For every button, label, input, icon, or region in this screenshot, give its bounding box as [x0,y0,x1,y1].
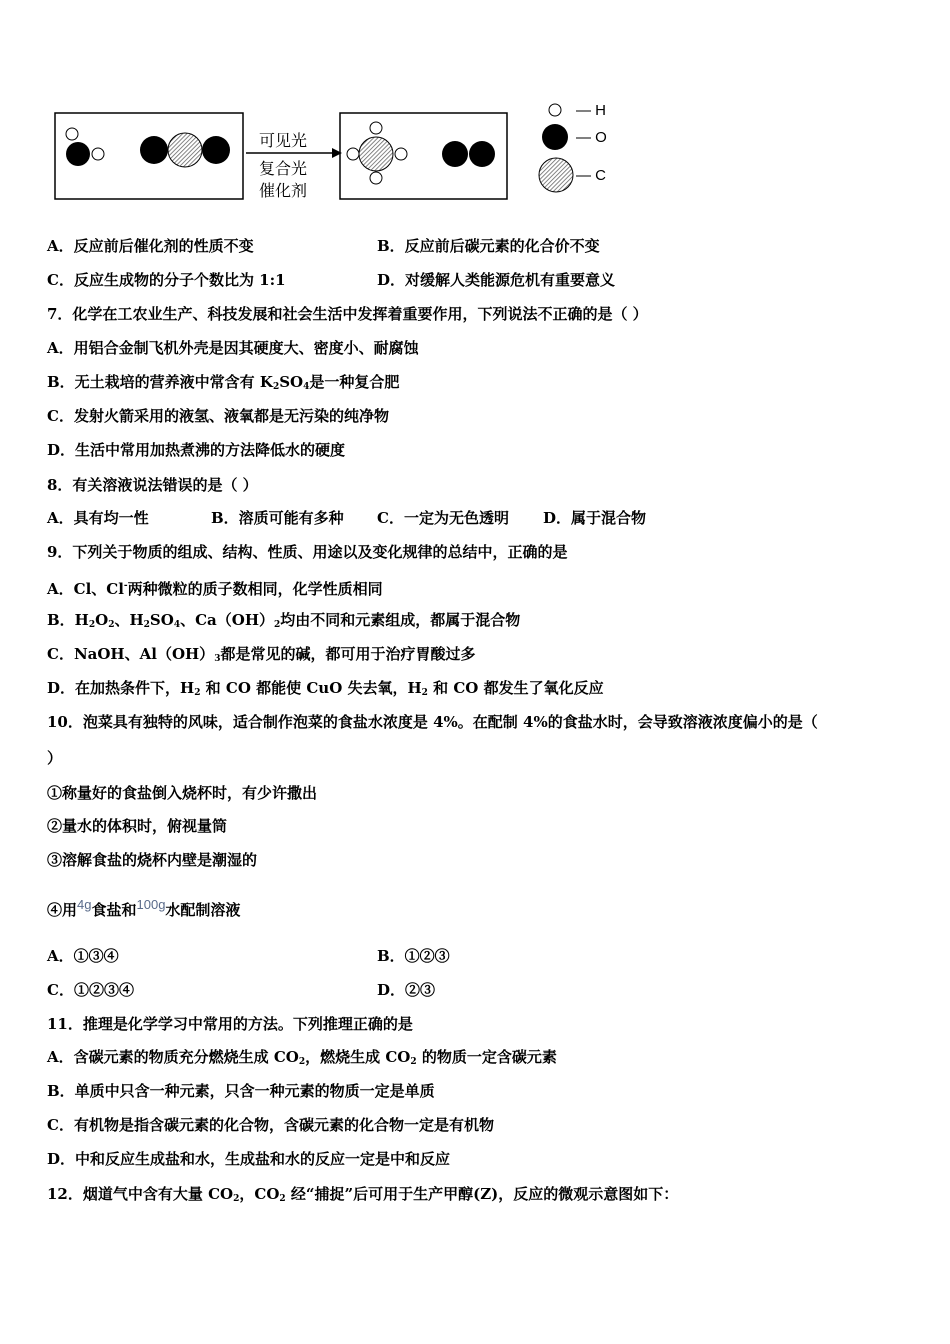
q10-option-d: D．②③ [377,981,436,999]
q6-option-c: C．反应生成物的分子个数比为 1:1 [47,271,286,289]
q7-option-a: A．用铝合金制飞机外壳是因其硬度大、密度小、耐腐蚀 [47,339,419,357]
q8-option-d: D．属于混合物 [543,509,647,527]
q10-item-4: ④用4g食盐和100g水配制溶液 [47,897,241,919]
q10-item-2: ②量水的体积时，俯视量筒 [47,817,228,835]
q11-stem: 11．推理是化学学习中常用的方法。下列推理正确的是 [47,1015,413,1033]
q7-option-c: C．发射火箭采用的液氢、液氧都是无污染的纯净物 [47,407,389,425]
q10-item-1: ①称量好的食盐倒入烧杯时，有少许撒出 [47,784,318,802]
arrow-label-visible-light: 可见光 [259,131,308,150]
q11-option-c: C．有机物是指含碳元素的化合物，含碳元素的化合物一定是有机物 [47,1116,494,1134]
q6-option-a: A．反应前后催化剂的性质不变 [47,237,254,255]
q10-option-c: C．①②③④ [47,981,134,999]
legend-hydrogen-atom-icon [549,104,561,116]
legend-label-c: — C [576,167,606,184]
q11-option-a: A．含碳元素的物质充分燃烧生成 $CO_2$，燃烧生成 $CO_2$ 的物质一定含碳元素 [47,1048,557,1067]
oxygen-molecule [442,141,495,167]
q10-item-3: ③溶解食盐的烧杯内壁是潮湿的 [47,851,258,869]
co2-molecule [140,133,230,167]
arrow-label-catalyst: 催化剂 [259,181,308,200]
legend-label-h: — H [576,102,606,119]
arrow-label-composite-light: 复合光 [259,159,308,178]
q8-stem: 8．有关溶液说法错误的是（ ） [47,476,258,494]
q9-option-b: B．$H_2O_2$、$H_2SO_4$、$Ca(OH)_2$均由不同和元素组成，都属于混合物 [47,611,521,630]
q9-option-d: D．在加热条件下，$H_2$ 和 CO 都能使 CuO 失去氧，$H_2$ 和 CO 都发生了氧化反应 [47,679,604,698]
legend-carbon-atom-icon [539,158,573,192]
q9-option-c: C．NaOH、$Al(OH)_3$都是常见的碱，都可用于治疗胃酸过多 [47,645,476,664]
water-molecule [66,128,104,166]
q8-option-b: B．溶质可能有多种 [211,509,344,527]
q9-option-a: A．Cl、Cl-两种微粒的质子数相同，化学性质相同 [47,580,383,598]
q7-stem: 7．化学在工农业生产、科技发展和社会生活中发挥着重要作用，下列说法不正确的是（ ） [47,305,648,323]
q10-stem: 10．泡菜具有独特的风味，适合制作泡菜的食盐水浓度是 4%。在配制 4%的食盐水时，会导致溶液浓度偏小的是（ [47,713,818,731]
q10-option-a: A．①③④ [47,947,119,965]
q7-option-d: D．生活中常用加热煮沸的方法降低水的硬度 [47,441,346,459]
legend-label-o: — O [576,129,607,146]
q7-option-b: B．无土栽培的营养液中常含有 $K_2SO_4$是一种复合肥 [47,373,400,392]
reaction-diagram [50,96,630,206]
q11-option-d: D．中和反应生成盐和水，生成盐和水的反应一定是中和反应 [47,1150,451,1168]
legend [539,102,607,192]
q9-stem: 9．下列关于物质的组成、结构、性质、用途以及变化规律的总结中，正确的是 [47,543,568,561]
q10-stem-end: ） [47,749,63,767]
methane-molecule [347,122,407,184]
q10-option-b: B．①②③ [377,947,450,965]
q8-option-a: A．具有均一性 [47,509,149,527]
q6-option-d: D．对缓解人类能源危机有重要意义 [377,271,616,289]
q6-option-b: B．反应前后碳元素的化合价不变 [377,237,600,255]
legend-oxygen-atom-icon [542,124,568,150]
q12-stem: 12．烟道气中含有大量 $CO_2$，$CO_2$ 经“捕捉”后可用于生产甲醇(Z)，反应的微观示意图如下： [47,1185,679,1204]
q11-option-b: B．单质中只含一种元素，只含一种元素的物质一定是单质 [47,1082,435,1100]
q8-option-c: C．一定为无色透明 [377,509,509,527]
